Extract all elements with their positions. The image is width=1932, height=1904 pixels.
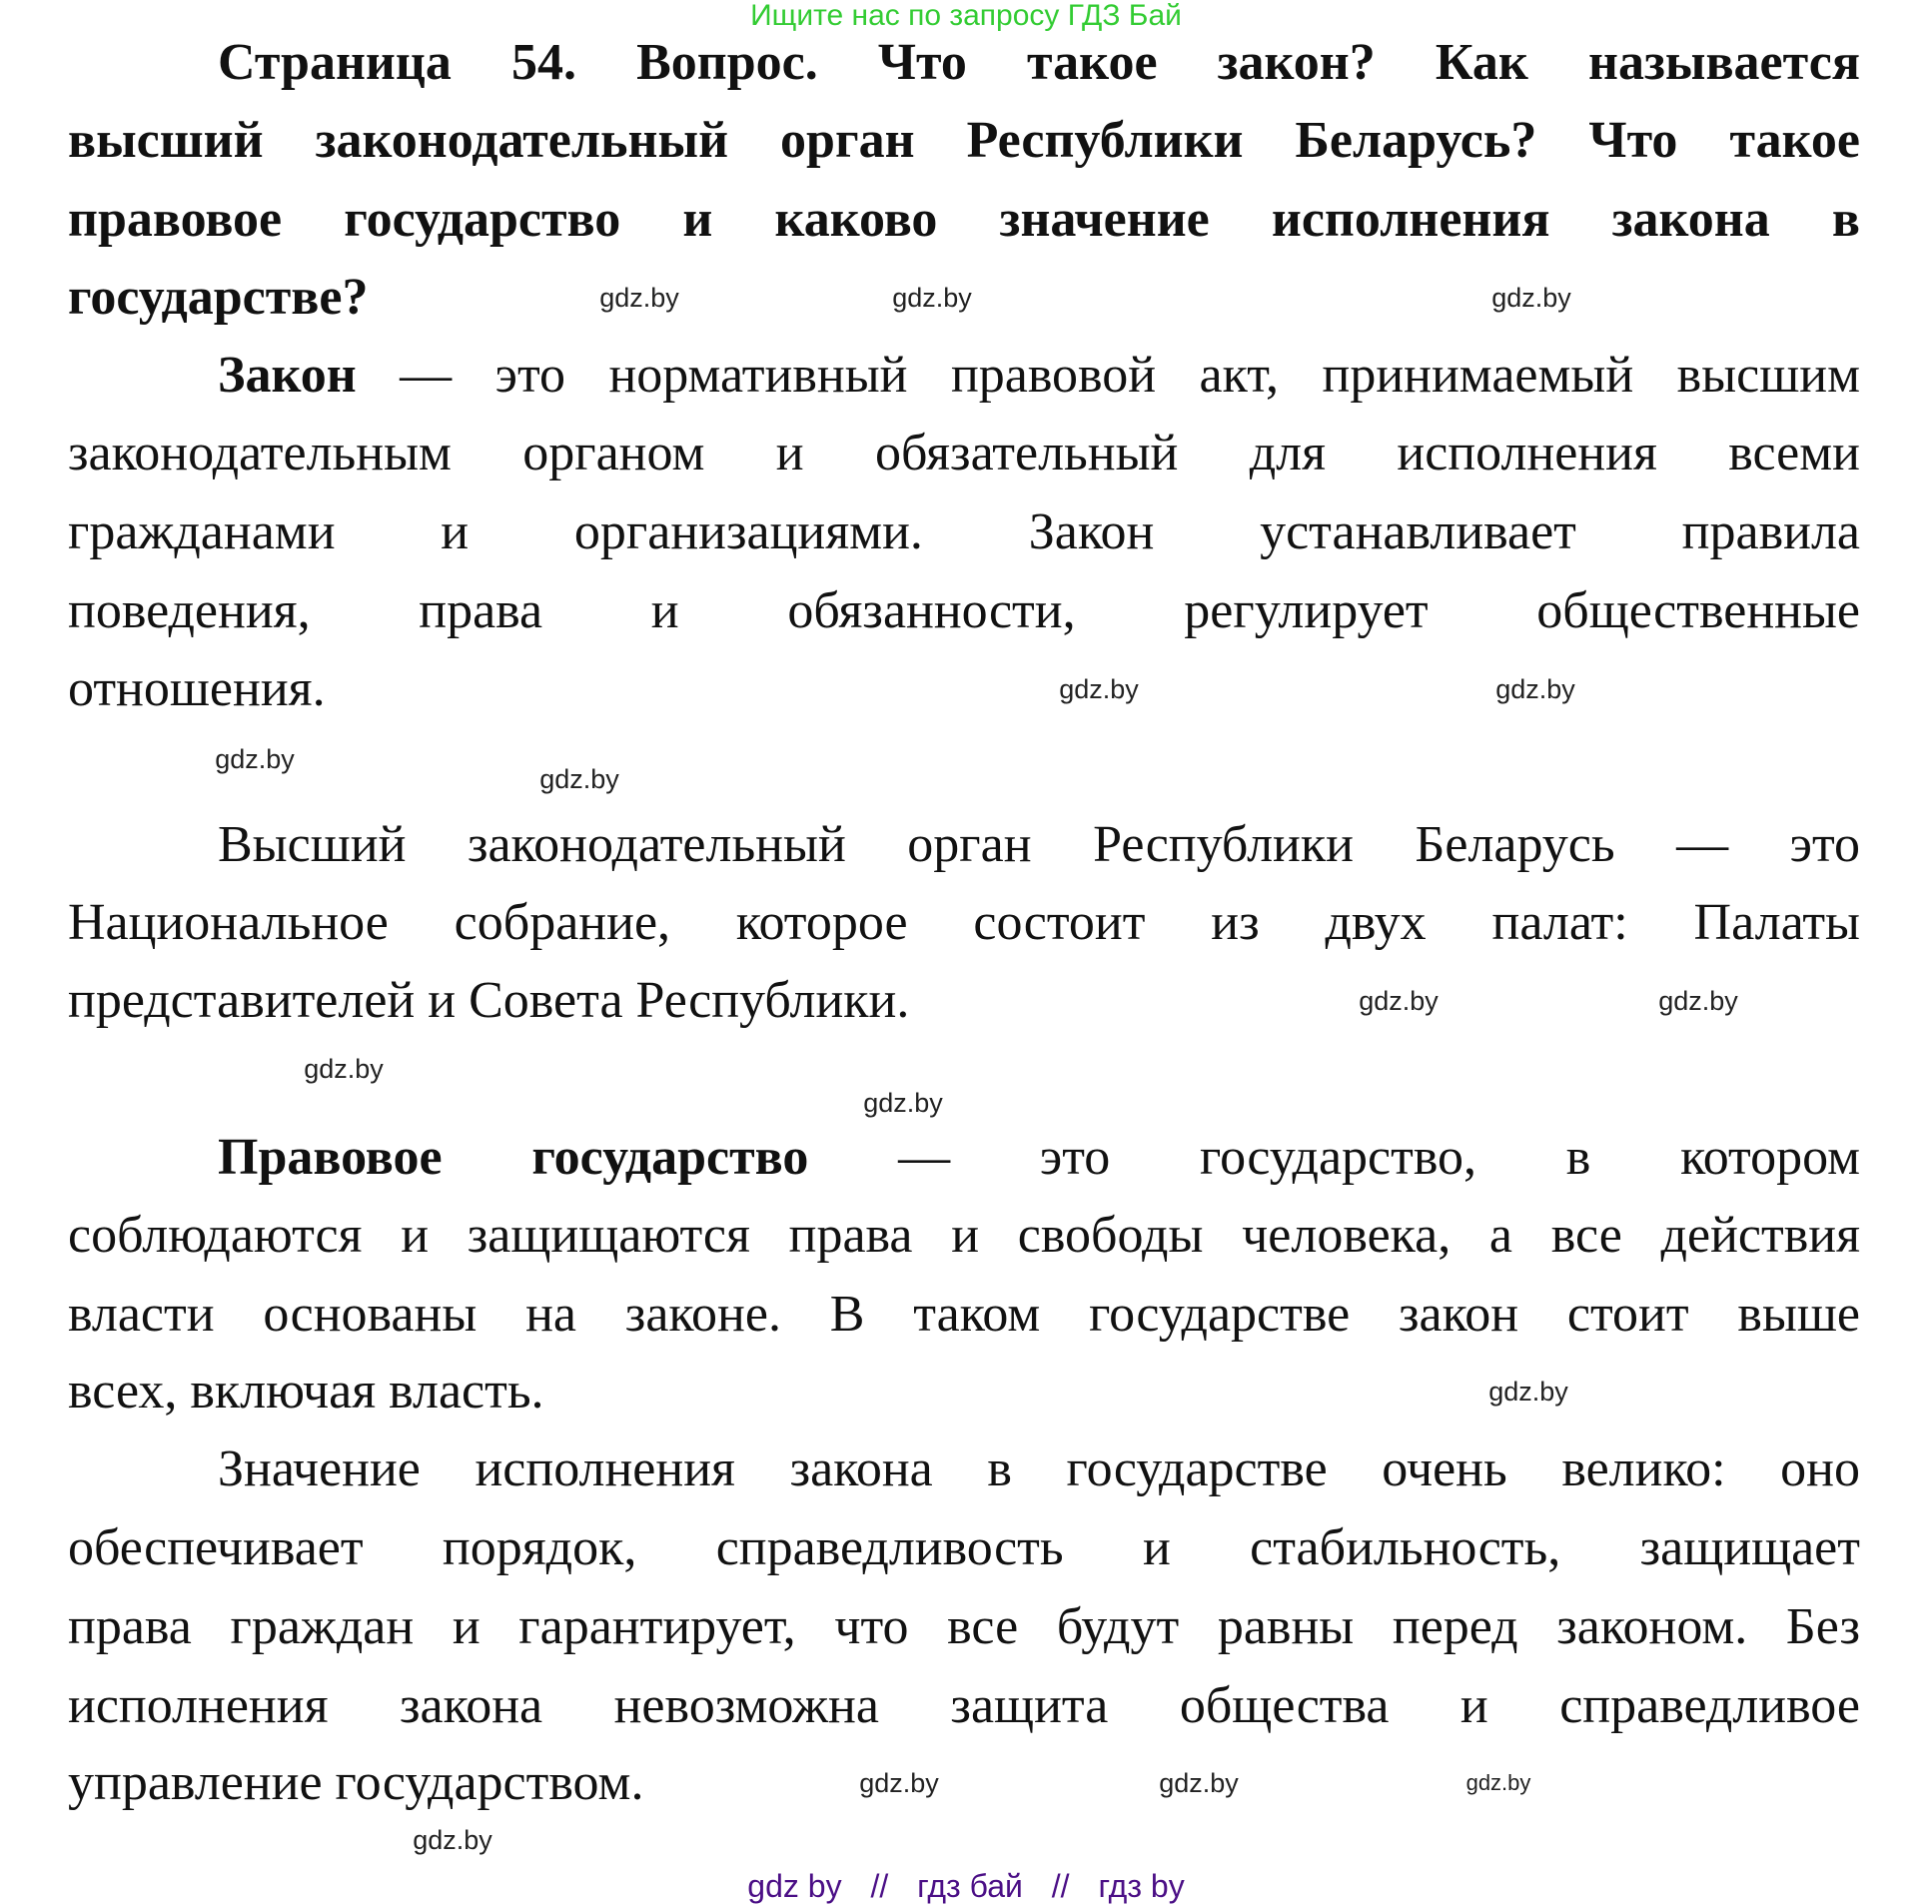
paragraph-line bbox=[68, 1753, 643, 1813]
line-text: правовое государство и каково значение исполнения закона в bbox=[68, 191, 1860, 248]
line-text: государстве? bbox=[68, 269, 369, 326]
paragraph-line bbox=[68, 1362, 544, 1422]
paragraph-line bbox=[218, 1439, 1860, 1499]
question-heading-line bbox=[68, 190, 1860, 250]
line-text: соблюдаются и защищаются права и свободы человека, а все действия bbox=[68, 1207, 1860, 1264]
watermark-text: gdz.by bbox=[304, 1054, 384, 1084]
watermark-text: gdz.by bbox=[1359, 986, 1439, 1016]
line-text: поведения, права и обязанности, регулирует общественные bbox=[68, 582, 1860, 639]
watermark-text: gdz.by bbox=[1488, 1377, 1568, 1407]
paragraph-line bbox=[68, 893, 1860, 953]
paragraph-line bbox=[68, 1676, 1860, 1736]
question-heading-line bbox=[68, 268, 368, 328]
watermark-text: gdz.by bbox=[1465, 1770, 1531, 1795]
question-heading-line bbox=[68, 111, 1860, 171]
line-text: отношения. bbox=[68, 660, 326, 717]
line-text: Национальное собрание, которое состоит из двух палат: Палаты bbox=[68, 894, 1860, 951]
watermark-text: gdz.by bbox=[859, 1768, 939, 1798]
watermark-text: gdz.by bbox=[1495, 674, 1575, 704]
line-text: представителей и Совета Республики. bbox=[68, 972, 910, 1029]
line-text: — это государство, в котором bbox=[808, 1129, 1860, 1186]
watermark-text: gdz.by bbox=[413, 1825, 492, 1855]
paragraph-line bbox=[68, 1518, 1860, 1578]
line-text: — это нормативный правовой акт, принимаемый высшим bbox=[356, 347, 1860, 404]
bold-term: Правовое государство bbox=[218, 1129, 809, 1186]
line-text: исполнения закона невозможна защита общества и справедливое bbox=[68, 1677, 1860, 1734]
paragraph-line bbox=[68, 581, 1860, 641]
line-text: власти основаны на законе. В таком государстве закон стоит выше bbox=[68, 1286, 1860, 1343]
footer-links bbox=[0, 1868, 1932, 1904]
paragraph-line bbox=[68, 1597, 1860, 1657]
watermark-text: gdz.by bbox=[892, 283, 972, 313]
line-text: Страница 54. Вопрос. Что такое закон? Как называется bbox=[218, 34, 1860, 91]
paragraph-line bbox=[68, 971, 909, 1031]
footer-link-gdz-by-cyr[interactable]: гдз by bbox=[1098, 1868, 1185, 1904]
line-text: права граждан и гарантирует, что все будут равны перед законом. Без bbox=[68, 1598, 1860, 1655]
paragraph-line bbox=[218, 815, 1860, 875]
paragraph-line bbox=[218, 346, 1860, 406]
footer-separator: // bbox=[870, 1868, 889, 1904]
paragraph-line bbox=[68, 424, 1860, 483]
footer-link-gdz-by[interactable]: gdz by bbox=[747, 1868, 842, 1904]
watermark-text: gdz.by bbox=[1059, 674, 1139, 704]
footer-link-gdz-bai[interactable]: гдз бай bbox=[917, 1868, 1023, 1904]
paragraph-line bbox=[68, 1285, 1860, 1345]
watermark-text: gdz.by bbox=[1658, 986, 1738, 1016]
watermark-text: gdz.by bbox=[1159, 1768, 1239, 1798]
line-text: гражданами и организациями. Закон устанавливает правила bbox=[68, 503, 1860, 560]
footer-separator: // bbox=[1051, 1868, 1070, 1904]
line-text: высший законодательный орган Республики Беларусь? Что такое bbox=[68, 112, 1860, 169]
bold-term: Закон bbox=[218, 347, 357, 404]
paragraph-line bbox=[68, 1206, 1860, 1266]
watermark-text: gdz.by bbox=[215, 744, 295, 774]
line-text: Высший законодательный орган Республики Беларусь — это bbox=[218, 816, 1860, 873]
line-text: всех, включая власть. bbox=[68, 1363, 544, 1420]
paragraph-line bbox=[218, 1128, 1860, 1188]
line-text: Значение исполнения закона в государстве очень велико: оно bbox=[218, 1440, 1860, 1497]
paragraph-line bbox=[68, 659, 326, 719]
line-text: законодательным органом и обязательный для исполнения всеми bbox=[68, 425, 1860, 481]
watermark-text: gdz.by bbox=[1491, 283, 1571, 313]
question-heading-line bbox=[218, 33, 1860, 93]
watermark-text: gdz.by bbox=[539, 764, 619, 794]
paragraph-line bbox=[68, 502, 1860, 562]
line-text: обеспечивает порядок, справедливость и стабильность, защищает bbox=[68, 1519, 1860, 1576]
watermark-text: gdz.by bbox=[863, 1088, 943, 1118]
line-text: управление государством. bbox=[68, 1754, 644, 1811]
search-banner[interactable]: Ищите нас по запросу ГДЗ Бай bbox=[750, 0, 1182, 32]
watermark-text: gdz.by bbox=[599, 283, 679, 313]
